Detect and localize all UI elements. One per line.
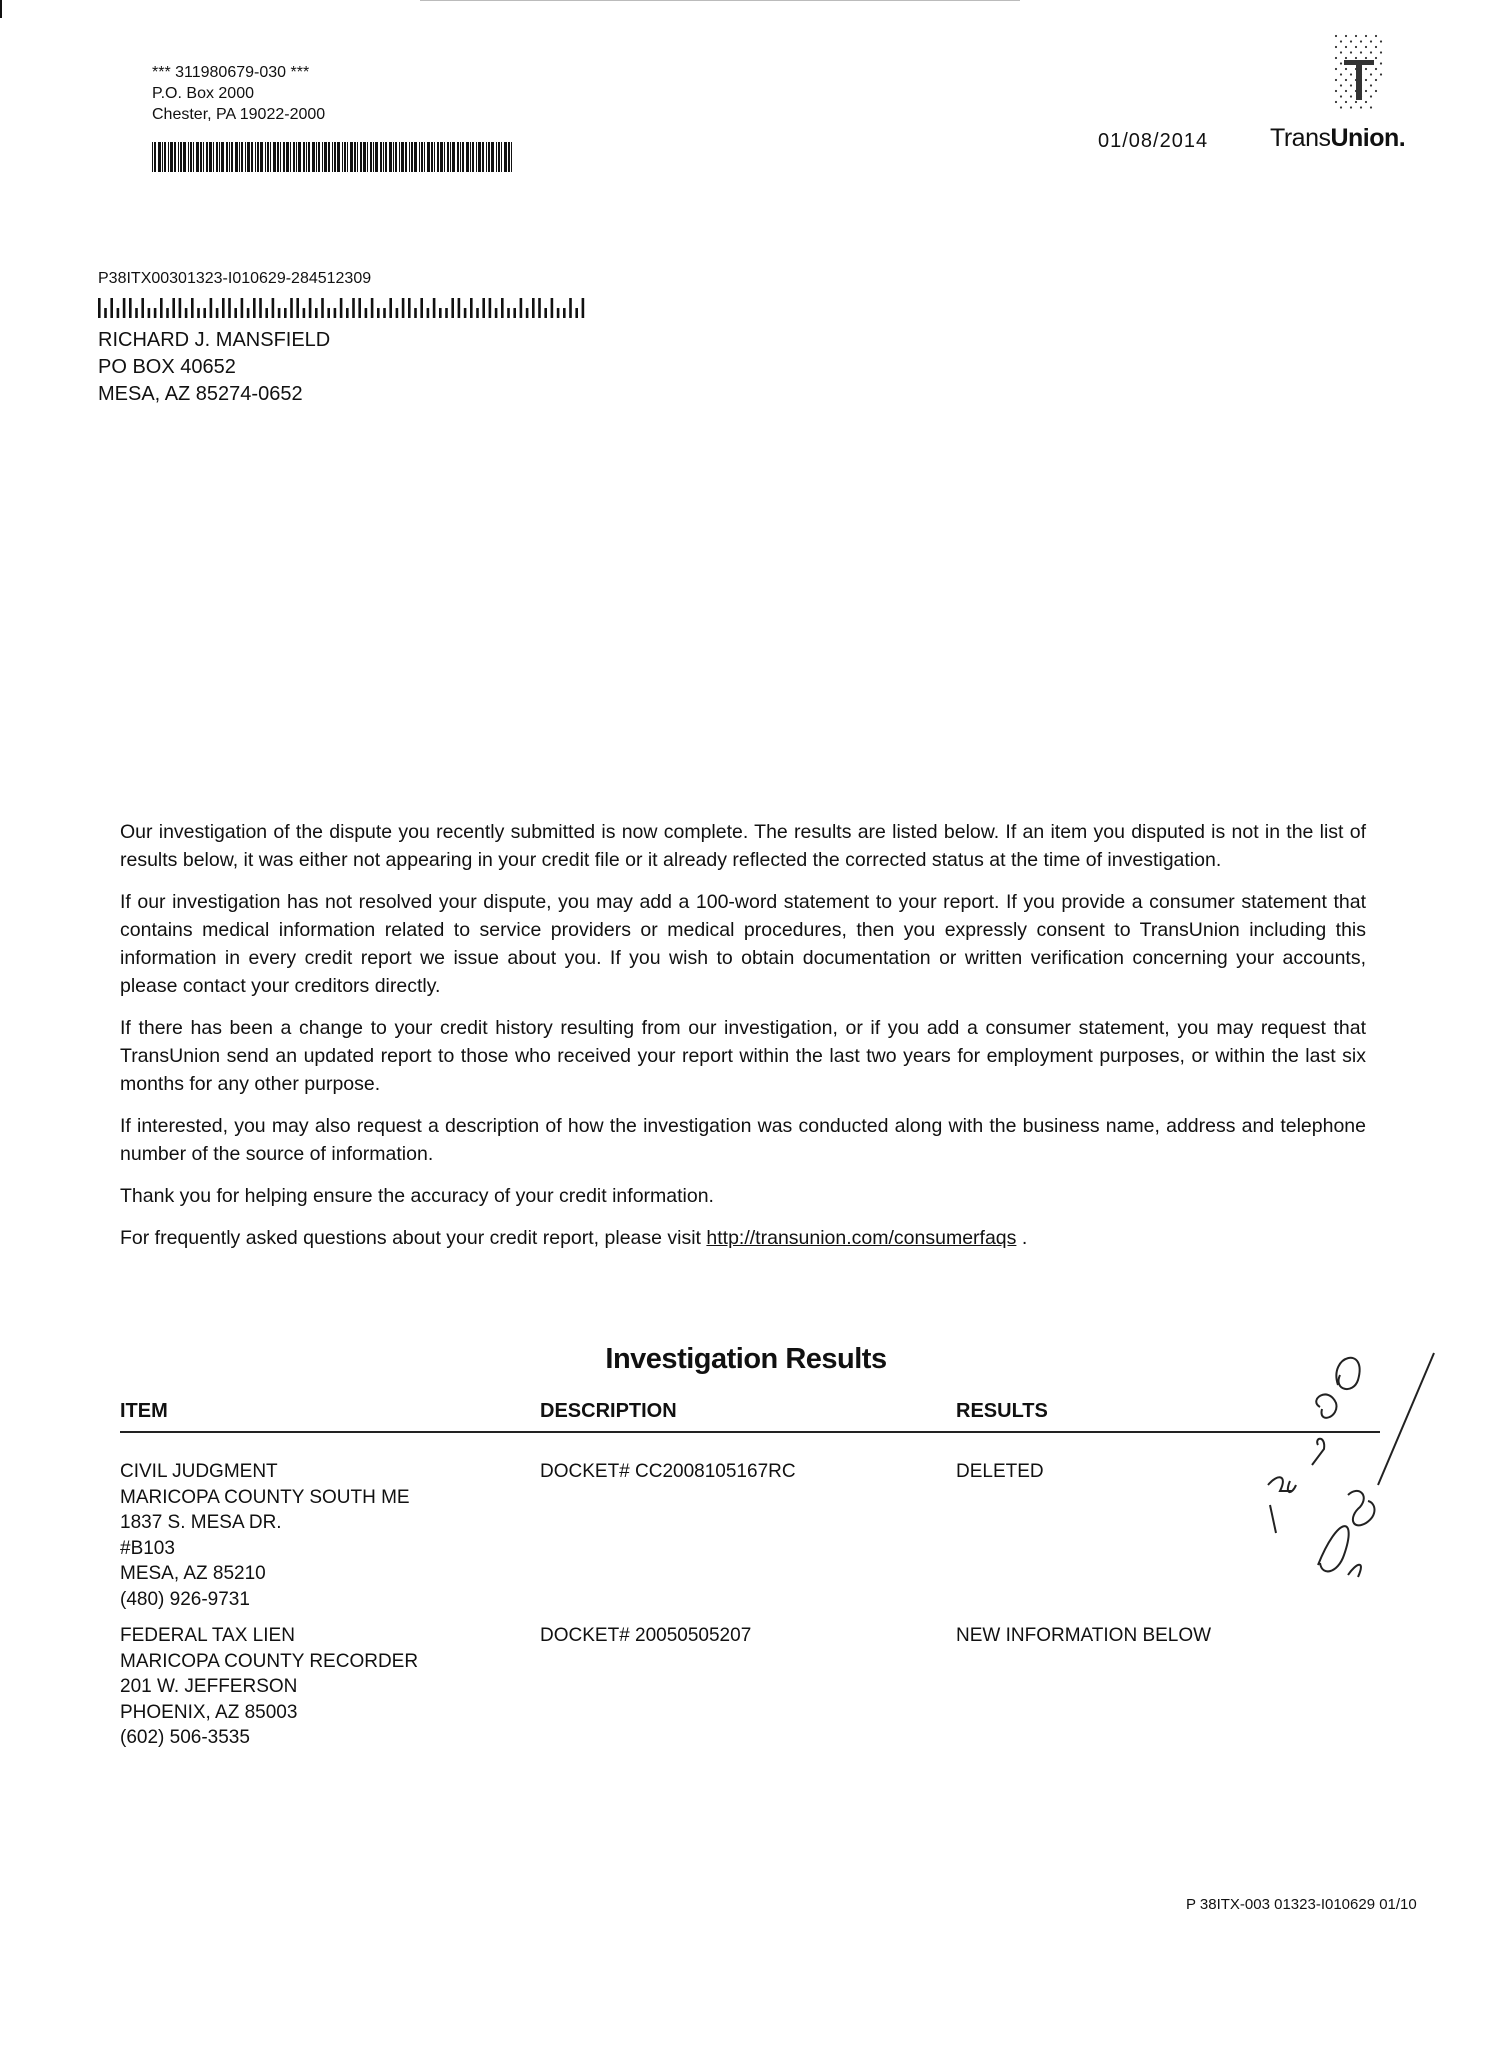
sender-address [152,62,325,125]
column-header-results: RESULTS [956,1400,1048,1422]
results-title: Investigation Results [605,1343,887,1375]
table-row-item [120,1459,410,1612]
item-line: 1837 S. MESA DR. [120,1512,282,1533]
table-row-result: NEW INFORMATION BELOW [956,1625,1212,1646]
item-line: PHOENIX, AZ 85003 [120,1701,298,1723]
column-header-item: ITEM [120,1400,168,1422]
sender-address-line2: Chester, PA 19022-2000 [152,106,326,123]
item-line: 201 W. JEFFERSON [120,1676,298,1697]
table-row-description: DOCKET# CC2008105167RC [540,1461,796,1482]
transunion-logo-icon [1330,30,1388,114]
sender-address-line1: P.O. Box 2000 [152,85,254,102]
recipient-address [98,327,330,408]
form-code: P 38ITX-003 01323-I010629 01/10 [1186,1896,1417,1913]
item-line: MARICOPA COUNTY RECORDER [120,1650,419,1672]
paragraph-faq [120,1224,1366,1252]
faq-suffix: . [1021,1227,1028,1249]
handwritten-annotation [1248,1345,1448,1605]
brand-bold: Union. [1330,124,1406,152]
item-line: (480) 926-9731 [120,1588,250,1610]
postal-barcode [98,298,598,318]
scan-top-line [420,0,1020,1]
header-rule [120,1431,1380,1433]
table-row-description: DOCKET# 20050505207 [540,1625,752,1646]
paragraph-updated-report: If there has been a change to your credit history resulting from our investigation, or if you add a consumer statement, you may request that TransUnion send an updated report to those who received your report within the last two years for employment purposes, or within the last six months for any other purpose. [120,1017,1366,1095]
item-line: FEDERAL TAX LIEN [120,1625,295,1646]
table-row-result: DELETED [956,1461,1044,1482]
table-row-item [120,1623,418,1751]
brand-light: Trans [1270,124,1331,152]
item-line: MARICOPA COUNTY SOUTH ME [120,1486,410,1508]
faq-link[interactable]: http://transunion.com/consumerfaqs [706,1227,1017,1249]
item-line: CIVIL JUDGMENT [120,1461,278,1482]
paragraph-results-complete: Our investigation of the dispute you recently submitted is now complete. The results are listed below. If an item you disputed is not in the list of results below, it was either not appearing in your credit file or it already reflected the corrected status at the time of investigation. [120,821,1366,871]
faq-text: For frequently asked questions about your credit report, please visit [120,1227,701,1249]
barcode [152,142,516,172]
recipient-name: RICHARD J. MANSFIELD [98,329,331,351]
letter-body [120,818,1366,1266]
paragraph-thank-you: Thank you for helping ensure the accuracy of your credit information. [120,1185,714,1207]
item-line: #B103 [120,1537,175,1559]
recipient-address-line1: PO BOX 40652 [98,356,236,378]
scan-edge-mark [0,0,2,18]
transunion-wordmark [1270,124,1405,153]
paragraph-consumer-statement: If our investigation has not resolved your dispute, you may add a 100-word statement to your report. If you provide a consumer statement that contains medical information related to service providers or medical procedures, then you expressly consent to TransUnion including this information in every credit report we issue about you. If you wish to obtain documentation or written verification concerning your accounts, please contact your creditors directly. [120,891,1366,997]
item-line: MESA, AZ 85210 [120,1563,266,1584]
recipient-address-line2: MESA, AZ 85274-0652 [98,383,303,405]
account-number: *** 311980679-030 *** [152,64,310,81]
letter-date: 01/08/2014 [1098,130,1209,152]
mailing-code: P38ITX00301323-I010629-284512309 [98,270,372,287]
paragraph-investigation-description: If interested, you may also request a description of how the investigation was conducted along with the business name, address and telephone number of the source of information. [120,1115,1366,1165]
item-line: (602) 506-3535 [120,1727,250,1748]
column-header-description: DESCRIPTION [540,1400,677,1422]
